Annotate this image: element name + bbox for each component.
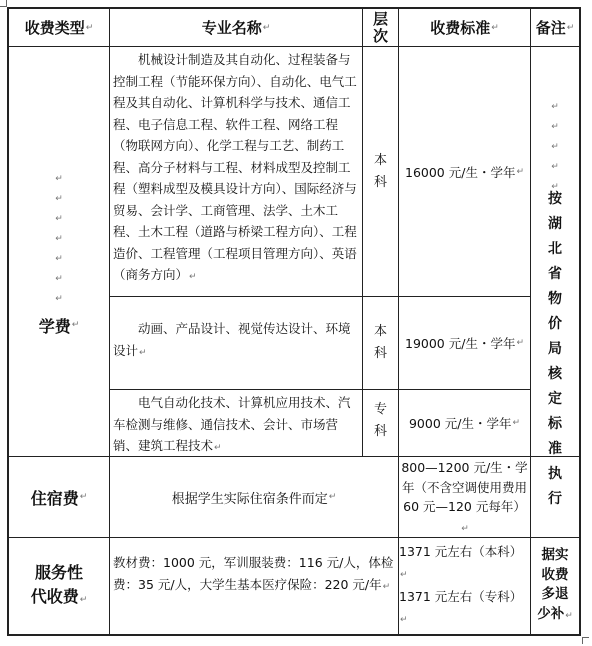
tuition-label-cell: [9, 47, 109, 456]
service-fee: [399, 538, 530, 634]
note-char: 准: [548, 441, 562, 457]
header-fee-type: [9, 9, 109, 46]
tuition-row1-fee: [399, 47, 530, 296]
corner-mark-top-left: [0, 0, 7, 7]
tuition-note-format-marks: [531, 97, 579, 197]
note-char: 省: [548, 266, 562, 282]
tuition-row2-level-char-2: 科: [373, 346, 387, 361]
paragraph-mark: ↵: [551, 142, 559, 152]
border-bottom: [7, 634, 581, 636]
paragraph-mark: ↵: [516, 338, 524, 348]
paragraph-mark: ↵: [461, 523, 469, 534]
housing-label: [9, 457, 109, 537]
note-char: 物: [548, 291, 562, 307]
header-level-char-2: 次: [372, 26, 388, 45]
tuition-format-marks: [9, 169, 109, 309]
note-char: 执: [548, 466, 562, 482]
paragraph-mark: ↵: [516, 166, 524, 177]
line-col-1: [109, 7, 110, 636]
tuition-note-vertical: [531, 187, 579, 512]
paragraph-mark: ↵: [566, 22, 575, 33]
note-char: 标: [548, 416, 562, 432]
header-fee-standard-text: 收费标准: [430, 19, 491, 37]
header-fee-type-text: 收费类型: [24, 19, 85, 37]
header-level-char-1: 层: [372, 9, 388, 28]
paragraph-mark: ↵: [382, 581, 391, 592]
paragraph-mark: ↵: [551, 182, 559, 192]
header-note-text: 备注: [535, 19, 566, 37]
tuition-row2-majors: [113, 318, 359, 378]
paragraph-mark: ↵: [55, 214, 63, 224]
paragraph-mark: ↵: [328, 492, 337, 502]
paragraph-mark: ↵: [55, 234, 63, 244]
paragraph-mark: ↵: [55, 174, 63, 184]
note-char: 行: [548, 491, 562, 507]
service-note-line-1: 据实: [541, 547, 569, 563]
paragraph-mark: ↵: [400, 570, 408, 580]
paragraph-mark: ↵: [512, 418, 521, 428]
tuition-row1-level: [363, 47, 398, 296]
paragraph-mark: ↵: [262, 22, 271, 33]
note-char: 按: [548, 191, 562, 207]
service-desc-text: 教材费：1000 元，军训服装费：116 元/人，体检费：35 元/人，大学生基本医疗保险：220 元/年: [113, 555, 394, 592]
tuition-row2-level: [363, 297, 398, 389]
note-char: 核: [548, 366, 562, 382]
service-label-line-1: 服务性: [34, 562, 83, 582]
service-note-line-4: 少补↵: [537, 605, 573, 622]
tuition-row1-level-char-1: 本: [373, 153, 387, 168]
tuition-row1-majors-text: 机械设计制造及其自动化、过程装备与控制工程（节能环保方向）、自动化、电气工程及其自动化、计算机科学与技术、通信工程、电子信息工程、软件工程、网络工程（物联网方向）、化学工程与工艺、制药工程、高分子材料与工程、材料成型及控制工程（塑料成型及模具设计方向）、国际经济与贸易、会计学、工商管理、法学、土木工程、土木工程（道路与桥梁工程方向）、工程造价、工程管理（工程项目管理方向）、英语（商务方向）: [113, 52, 357, 282]
housing-desc: [110, 457, 398, 537]
tuition-row1-fee-text: 16000 元/生・学年: [405, 164, 516, 180]
note-char: 价: [548, 316, 562, 332]
paragraph-mark: ↵: [551, 122, 559, 132]
service-note-line-2: 收费: [541, 566, 569, 583]
paragraph-mark: ↵: [55, 254, 63, 264]
tuition-row1-level-char-2: 科: [373, 175, 387, 190]
tuition-row2-fee: [399, 297, 530, 389]
paragraph-mark: ↵: [139, 347, 147, 358]
service-desc: [113, 552, 395, 632]
paragraph-mark: ↵: [85, 22, 94, 33]
service-fee-line-1: 1371 元左右（本科）↵: [399, 544, 523, 580]
tuition-note-cell: [531, 47, 579, 507]
tuition-label-text: 学费: [38, 316, 71, 336]
tuition-row3-fee-text: 9000 元/生・学年: [408, 416, 512, 431]
tuition-row3-level-char-1: 专: [373, 402, 387, 417]
header-note: [531, 9, 579, 46]
note-char: 北: [548, 241, 562, 257]
tuition-row2-level-char-1: 本: [373, 324, 387, 339]
housing-label-text: 住宿费: [30, 488, 79, 508]
housing-fee-text: 800—1200 元/生・学年（不含空调使用费用 60 元—120 元每年）: [401, 460, 528, 514]
service-note: [531, 538, 579, 634]
note-char: 湖: [548, 216, 562, 232]
service-note-line-3: 多退: [541, 586, 569, 602]
header-level: [363, 9, 398, 46]
paragraph-mark: ↵: [400, 615, 408, 625]
corner-mark-bottom-right: [582, 637, 589, 644]
header-major-name-text: 专业名称: [201, 19, 262, 37]
paragraph-mark: ↵: [79, 492, 88, 502]
housing-desc-text: 根据学生实际住宿条件而定: [171, 491, 328, 507]
paragraph-mark: ↵: [55, 274, 63, 284]
tuition-row2-majors-text: 动画、产品设计、视觉传达设计、环境设计: [113, 321, 351, 358]
tuition-row3-majors: [113, 392, 359, 456]
tuition-row2-fee-text: 19000 元/生・学年: [405, 336, 516, 351]
paragraph-mark: ↵: [551, 102, 559, 112]
paragraph-mark: ↵: [79, 594, 88, 605]
paragraph-mark: ↵: [55, 294, 63, 304]
service-label-line-2: 代收费↵: [30, 586, 88, 606]
paragraph-mark: ↵: [189, 272, 197, 282]
header-major-name: [110, 9, 362, 46]
tuition-row3-level-char-2: 科: [373, 424, 387, 439]
paragraph-mark: ↵: [565, 610, 573, 621]
housing-fee: [401, 458, 528, 536]
header-fee-standard: [399, 9, 530, 46]
tuition-row1-majors: [113, 48, 359, 296]
paragraph-mark: ↵: [55, 194, 63, 204]
tuition-row3-majors-text: 电气自动化技术、计算机应用技术、汽车检测与维修、通信技术、会计、市场营销、建筑工程技术: [113, 395, 351, 453]
note-char: 定: [548, 391, 562, 407]
paragraph-mark: ↵: [214, 443, 222, 453]
paragraph-mark: ↵: [551, 162, 559, 172]
service-fee-line-2: 1371 元左右（专科）↵: [399, 589, 523, 625]
tuition-row3-fee: [399, 390, 530, 456]
tuition-row3-level: [363, 390, 398, 456]
border-right: [579, 7, 581, 636]
paragraph-mark: ↵: [491, 22, 499, 33]
tuition-label: [9, 313, 109, 337]
note-char: 局: [548, 341, 562, 357]
service-label: [9, 538, 109, 634]
paragraph-mark: ↵: [71, 320, 80, 330]
